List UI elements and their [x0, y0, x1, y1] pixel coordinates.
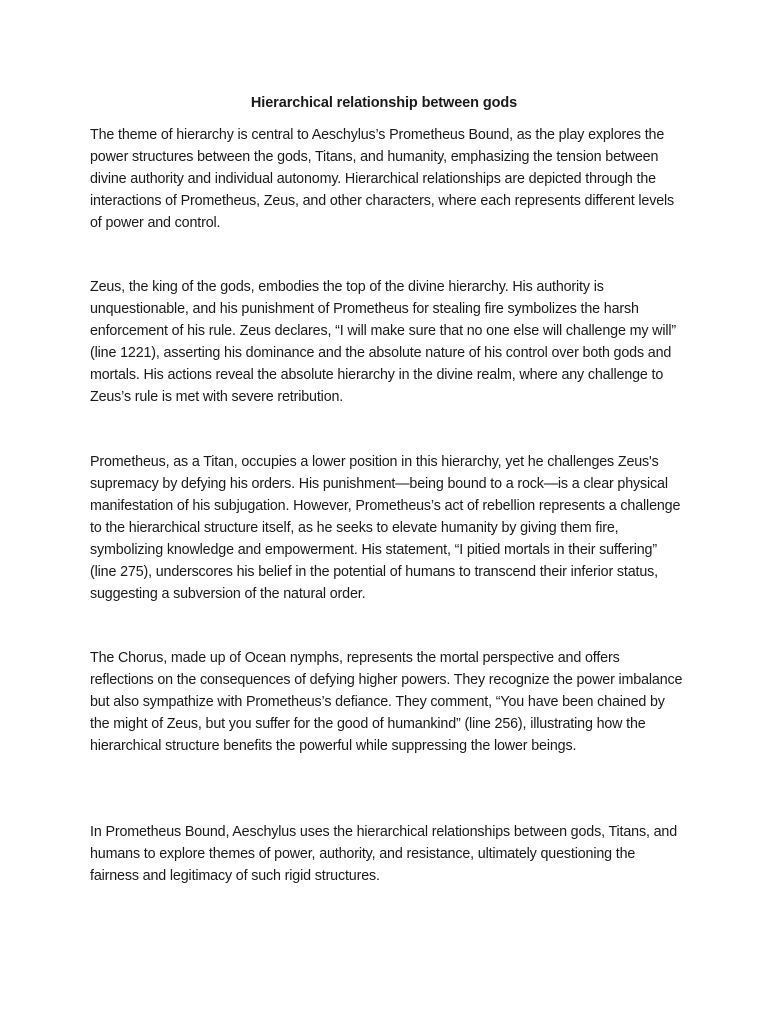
paragraph-chorus: The Chorus, made up of Ocean nymphs, represents the mortal perspective and offers reflections on the consequences of defying higher powers. They recognize the power imbalance but also sympathize with Prometheus’s defiance. They comment, “You have been chained by the might of Zeus, but you suffer for the good of humankind” (line 256), illustrating how the hierarchical structure benefits the powerful while suppressing the lower beings.	[90, 650, 683, 754]
document-title: Hierarchical relationship between gods	[250, 95, 518, 111]
paragraph-prometheus: Prometheus, as a Titan, occupies a lower position in this hierarchy, yet he challenges Zeus's supremacy by defying his orders. His punishment—being bound to a rock—is a clear physical manifestation of his subjugation. However, Prometheus’s act of rebellion represents a challenge to the hierarchical structure itself, as he seeks to elevate humanity by giving them fire, symbolizing knowledge and empowerment. His statement, “I pitied mortals in their suffering” (line 275), underscores his belief in the potential of humans to transcend their inferior status, suggesting a subversion of the natural order.	[90, 454, 681, 602]
paragraph-introduction: The theme of hierarchy is central to Aeschylus’s Prometheus Bound, as the play explores the power structures between the gods, Titans, and humanity, emphasizing the tension between divine authority and individual autonomy. Hierarchical relationships are depicted through the interactions of Prometheus, Zeus, and other characters, where each represents different levels of power and control.	[90, 127, 675, 231]
paragraph-conclusion: In Prometheus Bound, Aeschylus uses the hierarchical relationships between gods, Titans, and humans to explore themes of power, authority, and resistance, ultimately questioning the fairness and legitimacy of such rigid structures.	[90, 824, 678, 884]
paragraph-zeus: Zeus, the king of the gods, embodies the top of the divine hierarchy. His authority is unquestionable, and his punishment of Prometheus for stealing fire symbolizes the harsh enforcement of his rule. Zeus declares, “I will make sure that no one else will challenge my will” (line 1221), asserting his dominance and the absolute nature of his control over both gods and mortals. His actions reveal the absolute hierarchy in the divine realm, where any challenge to Zeus’s rule is met with severe retribution.	[90, 279, 677, 405]
